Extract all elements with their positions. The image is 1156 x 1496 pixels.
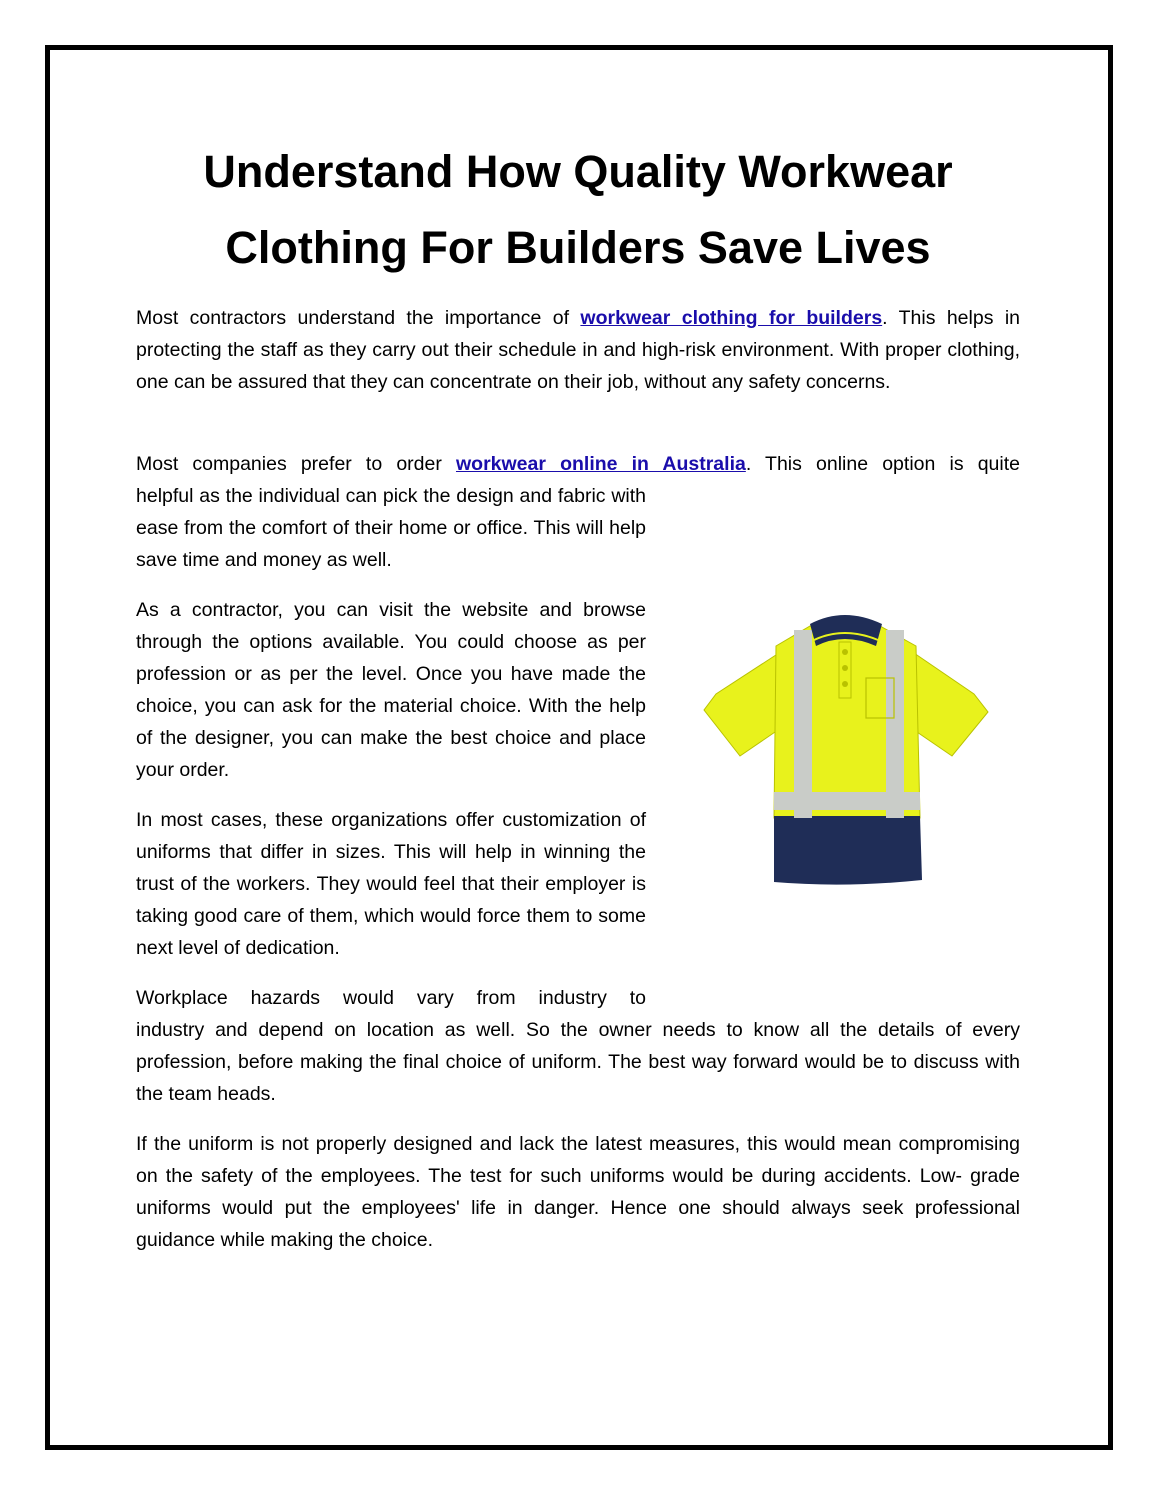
paragraph-workplace-hazards [136, 982, 1020, 1110]
shirt-button-2 [842, 665, 848, 671]
paragraph-customization: In most cases, these organizations offer customization of uniforms that differ in sizes. This will help in winning the trust of the workers. They would feel that their employer is taking good care of them, which would force them to some next level of dedication. [136, 809, 646, 959]
paragraph-intro: Most contractors understand the importance of workwear clothing for builders. This helps in protecting the staff as they carry out their schedule in and high-risk environment. With proper clothing, one can be assured that they can concentrate on their job, without any safety concerns. [136, 307, 1021, 393]
reflective-stripe-left [794, 630, 812, 818]
hi-vis-polo-shirt-image [694, 606, 994, 891]
reflective-stripe-right [886, 630, 904, 818]
paragraph-workplace-hazards-rest: industry and depend on location as well. So the owner needs to know all the details of every profession, before making the final choice of uniform. The best way forward would be to discuss with the team heads. [136, 1019, 1020, 1105]
paragraph-uniform-safety: If the uniform is not properly designed and lack the latest measures, this would mean compromising on the safety of the employees. The test for such uniforms would be during accidents. Low- grade uniforms would put the employees' life in danger. Hence one should always seek professional guidance while making the choice. [136, 1133, 1020, 1251]
link-workwear-clothing-for-builders[interactable]: workwear clothing for builders [580, 307, 883, 329]
shirt-body-navy [774, 816, 922, 885]
paragraph-order-online-continuation: helpful as the individual can pick the design and fabric with ease from the comfort of their home or office. This will help save time and money as well. [136, 485, 646, 571]
link-workwear-online-in-australia[interactable]: workwear online in Australia [455, 453, 746, 475]
paragraph-contractor-browse: As a contractor, you can visit the website and browse through the options available. You could choose as per profession or as per the level. Once you have made the choice, you can ask for the material choice. With the help of the designer, you can make the best choice and place your order. [136, 599, 646, 781]
shirt-button-1 [842, 649, 848, 655]
title-line-2: Clothing For Builders Save Lives [225, 222, 931, 273]
page-title [90, 134, 1066, 286]
reflective-stripe-horizontal [774, 792, 920, 810]
paragraph-order-online [136, 448, 1020, 576]
paragraph-order-online-first-line: Most companies prefer to order workwear online in Australia. This online option is quite [136, 453, 1020, 475]
title-line-1: Understand How Quality Workwear [203, 146, 953, 197]
shirt-button-3 [842, 681, 848, 687]
paragraph-workplace-hazards-first-line: Workplace hazards would vary from industry to [136, 987, 646, 1009]
